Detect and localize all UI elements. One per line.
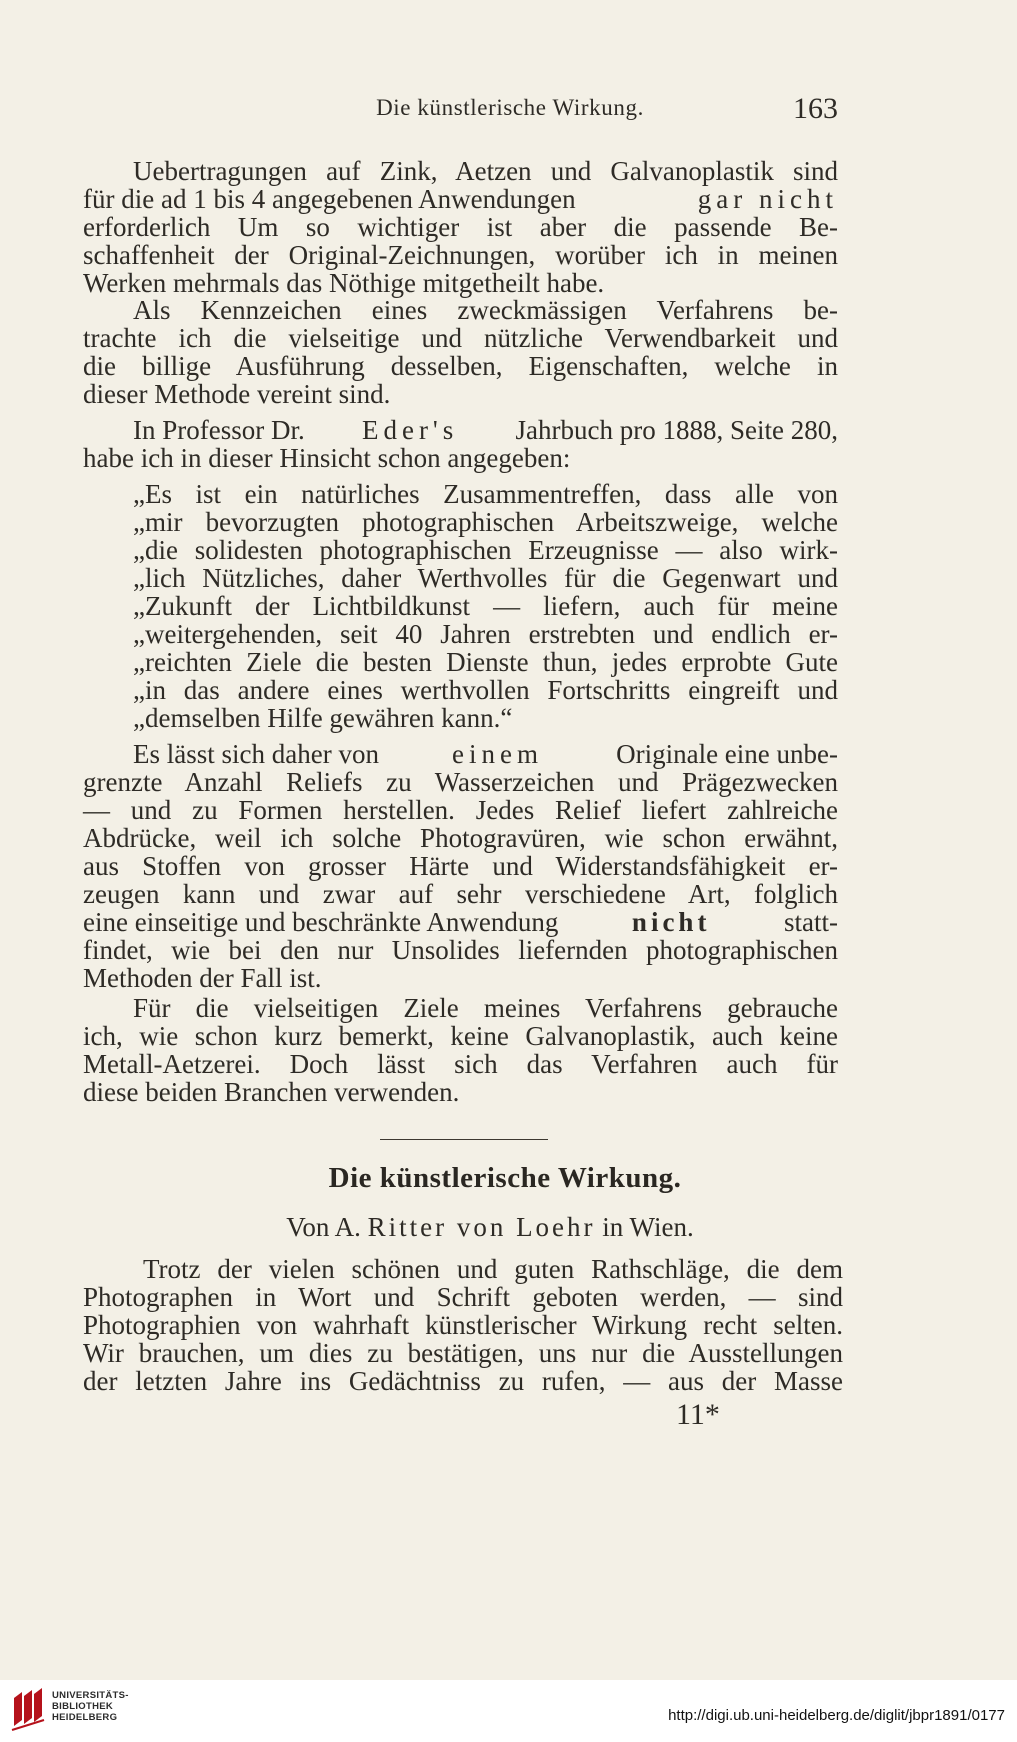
byline-suffix: in Wien. [602,1212,694,1242]
text-line: findet, wie bei den nur Unsolides liefernden photographischen [83,935,838,965]
text-span: für die ad 1 bis 4 angegebenen Anwendungen [83,184,576,214]
text-line: Abdrücke, weil ich solche Photogravüren, wie schon erwähnt, [83,823,838,853]
text-span: Jahrbuch pro 1888, Seite 280, [515,415,838,445]
text-line [133,416,838,444]
quote-line: „mir bevorzugten photographischen Arbeitszweige, welche [133,507,838,537]
text-line: Photographen in Wort und Schrift geboten werden, — sind [83,1282,843,1312]
text-line: Werken mehrmals das Nöthige mitgetheilt habe. [83,268,605,298]
page-number: 163 [793,92,838,125]
text-line: grenzte Anzahl Reliefs zu Wasserzeichen und Prägezwecken [83,767,838,797]
quote-line: „lich Nützliches, daher Werthvolles für die Gegenwart und [133,563,838,593]
text-line: Als Kennzeichen eines zweckmässigen Verfahrens be- [133,295,838,325]
text-span: In Professor Dr. [133,415,305,445]
text-line: der letzten Jahre ins Gedächtniss zu rufen, — aus der Masse [83,1366,843,1396]
logo-line: BIBLIOTHEK [52,1701,114,1712]
text-line: habe ich in dieser Hinsicht schon angegeben: [83,443,571,473]
emphasis-bold: nicht [631,907,711,937]
text-line: Methoden der Fall ist. [83,963,322,993]
emphasis-spaced: einem [452,739,544,769]
library-logo-icon [10,1686,46,1732]
byline-author: Ritter von Loehr [367,1212,596,1242]
text-line: Uebertragungen auf Zink, Aetzen und Galvanoplastik sind [133,156,838,186]
text-line: Metall-Aetzerei. Doch lässt sich das Verfahren auch für [83,1049,838,1079]
quote-line: „reichten Ziele die besten Dienste thun, jedes erprobte Gute [133,647,838,677]
text-span: Es lässt sich daher von [133,739,379,769]
text-span: eine einseitige und beschränkte Anwendung [83,907,559,937]
text-line: trachte ich die vielseitige und nützliche Verwendbarkeit und [83,323,838,353]
text-span: statt- [783,907,838,937]
text-line: dieser Methode vereint sind. [83,379,391,409]
text-line: Für die vielseitigen Ziele meines Verfahrens gebrauche [133,993,838,1023]
section-divider [380,1139,548,1140]
text-line: ich, wie schon kurz bemerkt, keine Galvanoplastik, auch keine [83,1021,838,1051]
text-line [83,908,838,936]
text-line: Wir brauchen, um dies zu bestätigen, uns nur die Ausstellungen [83,1338,843,1368]
text-line: Trotz der vielen schönen und guten Rathschläge, die dem [143,1254,843,1284]
text-line: schaffenheit der Original-Zeichnungen, worüber ich in meinen [83,240,838,270]
signature-mark: 11* [676,1398,720,1431]
emphasis-spaced: Eder's [361,415,459,445]
quote-line: „in das andere eines werthvollen Fortschritts eingreift und [133,675,838,705]
quote-line: „Es ist ein natürliches Zusammentreffen, dass alle von [133,479,838,509]
logo-line: UNIVERSITÄTS- [52,1690,129,1701]
quote-line: „die solidesten photographischen Erzeugnisse — also wirk- [133,535,838,565]
running-head: Die künstlerische Wirkung. [376,95,644,120]
text-line [83,185,838,213]
text-line: aus Stoffen von grosser Härte und Widerstandsfähigkeit er- [83,851,838,881]
text-line: — und zu Formen herstellen. Jedes Relief liefert zahlreiche [83,795,838,825]
text-line: Photographien von wahrhaft künstlerischer Wirkung recht selten. [83,1310,843,1340]
text-line: zeugen kann und zwar auf sehr verschiedene Art, folglich [83,879,838,909]
text-line: die billige Ausführung desselben, Eigenschaften, welche in [83,351,838,381]
logo-line: HEIDELBERG [52,1712,118,1723]
quote-line: „demselben Hilfe gewähren kann.“ [133,703,513,733]
emphasis-spaced: gar nicht [697,184,838,214]
text-line: erforderlich Um so wichtiger ist aber die passende Be- [83,212,838,242]
text-line [133,740,838,768]
article-byline [200,1212,780,1243]
source-url-link[interactable]: http://digi.ub.uni-heidelberg.de/diglit/jbpr1891/0177 [668,1707,1005,1724]
library-logo-text [52,1690,129,1723]
text-span: Originale eine unbe- [616,739,838,769]
byline-prefix: Von A. [286,1212,361,1242]
text-line: diese beiden Branchen verwenden. [83,1077,460,1107]
quote-line: „Zukunft der Lichtbildkunst — liefern, auch für meine [133,591,838,621]
quote-line: „weitergehenden, seit 40 Jahren erstrebten und endlich er- [133,619,838,649]
article-title: Die künstlerische Wirkung. [328,1162,682,1194]
